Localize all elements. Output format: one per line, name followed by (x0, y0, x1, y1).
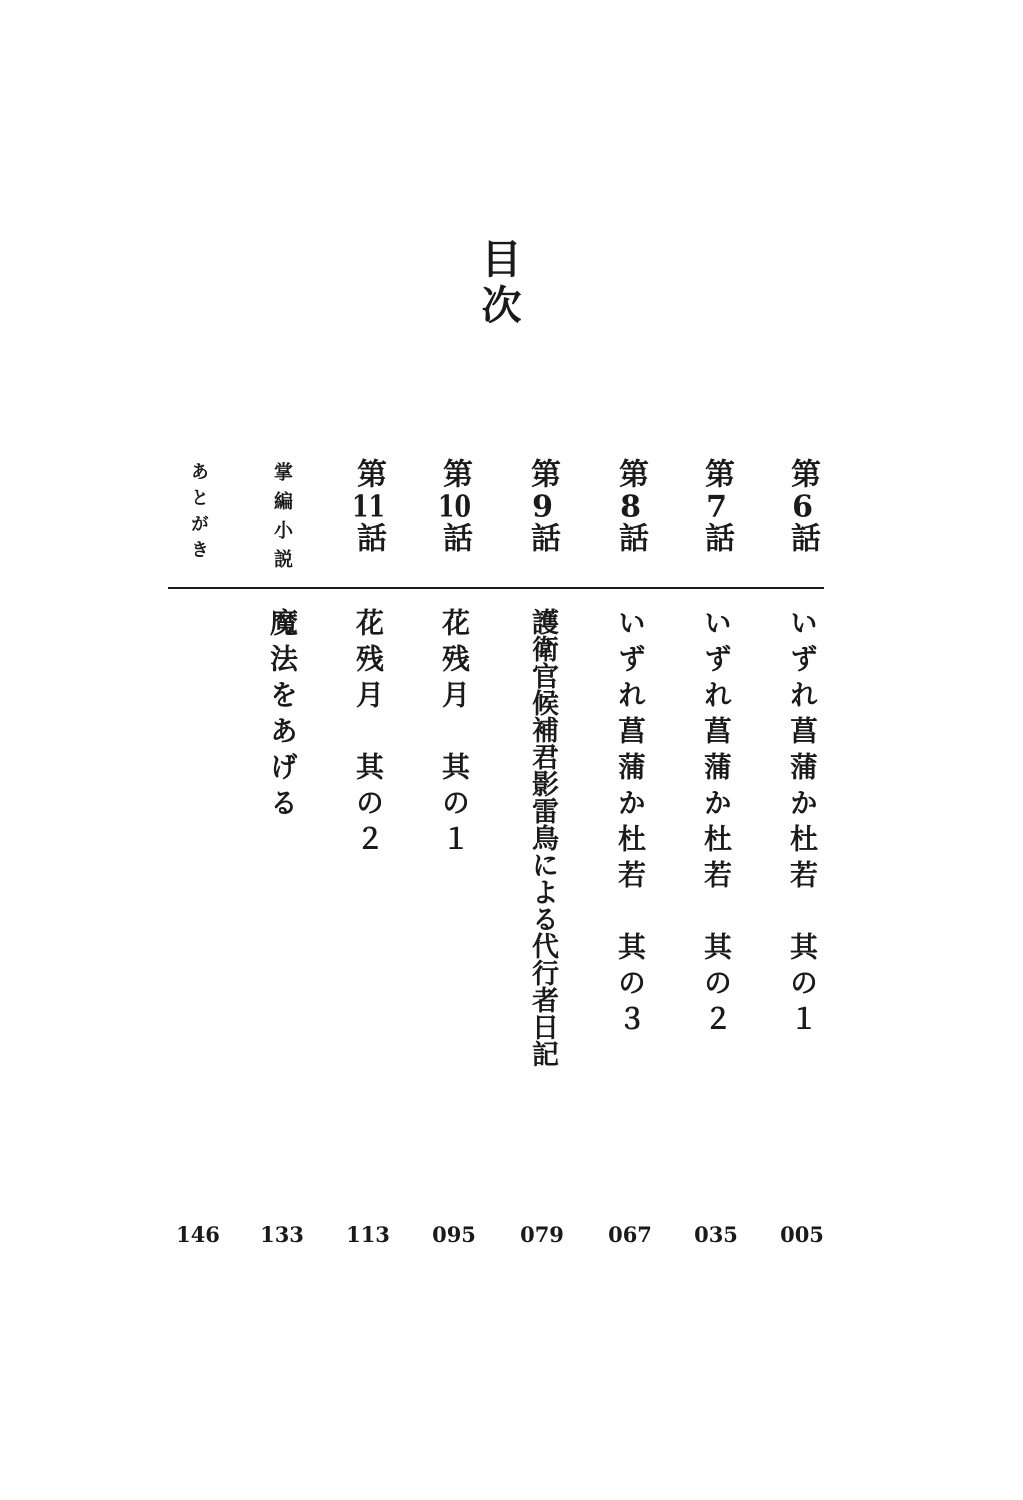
chapter-heading: 花残月 其の１ (438, 608, 471, 860)
page-number: 095 (432, 1222, 476, 1247)
chapter-heading: 花残月 其の２ (352, 608, 385, 860)
chapter-number: 9 (532, 492, 553, 522)
chapter-label: 第6話 (785, 458, 820, 556)
chapter-heading: 護衛官候補君影雷鳥による代行者日記 (527, 608, 558, 1067)
chapter-label: 第7話 (699, 458, 734, 556)
chapter-label: 第11話 (351, 458, 386, 556)
chapter-heading: 魔法をあげる (266, 608, 299, 824)
chapter-label: 第9話 (525, 458, 560, 556)
page-number: 067 (608, 1222, 652, 1247)
chapter-heading: いずれ菖蒲か杜若 其の２ (700, 608, 733, 1040)
page-number: 005 (780, 1222, 824, 1247)
page-number: 133 (260, 1222, 304, 1247)
page-number: 079 (520, 1222, 564, 1247)
page-title: 目次 (475, 238, 522, 330)
chapter-label: 第10話 (437, 458, 472, 556)
chapter-heading: いずれ菖蒲か杜若 其の３ (614, 608, 647, 1040)
chapter-number: 6 (792, 492, 813, 522)
chapter-heading: いずれ菖蒲か杜若 其の１ (786, 608, 819, 1040)
chapter-label: あとがき (188, 462, 209, 566)
page-number: 146 (176, 1222, 220, 1247)
chapter-number: 7 (706, 492, 727, 522)
divider-rule (168, 587, 824, 589)
page-number: 035 (694, 1222, 738, 1247)
chapter-number: 11 (352, 492, 385, 522)
chapter-label: 掌編小説 (271, 462, 293, 578)
chapter-label: 第8話 (613, 458, 648, 556)
chapter-number: 10 (438, 492, 471, 522)
chapter-number: 8 (620, 492, 641, 522)
page-number: 113 (346, 1222, 390, 1247)
